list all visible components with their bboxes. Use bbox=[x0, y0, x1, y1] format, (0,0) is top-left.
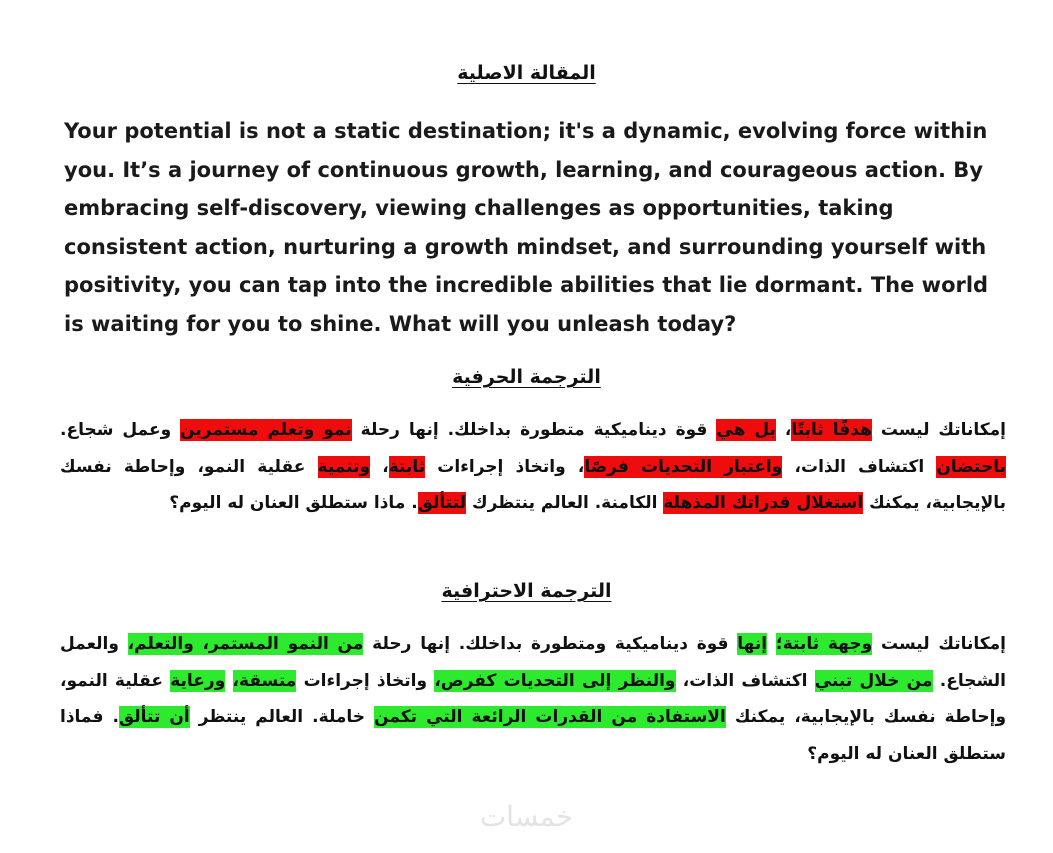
professional-translation-heading bbox=[0, 578, 1053, 604]
professional-translation-text bbox=[60, 626, 1006, 772]
plain-phrase: اكتشاف الذات، bbox=[675, 670, 815, 691]
highlighted-phrase: لتتألق bbox=[417, 493, 467, 513]
plain-phrase bbox=[225, 671, 232, 691]
highlighted-phrase: ثابتة bbox=[388, 456, 426, 477]
plain-phrase: والعمل الشجاع. bbox=[60, 634, 1006, 691]
plain-phrase: واتخاذ إجراءات bbox=[296, 670, 435, 691]
plain-phrase: قوة ديناميكية ومتطورة بداخلك. إنها رحلة bbox=[363, 634, 738, 654]
highlighted-phrase: الاستفادة من القدرات الرائعة التي تكمن bbox=[374, 707, 726, 727]
plain-phrase bbox=[767, 634, 776, 654]
original-article-heading-text: المقالة الاصلية bbox=[457, 62, 596, 84]
highlighted-phrase: أن تتألق bbox=[118, 707, 190, 727]
highlighted-phrase: نمو وتعلم مستمرين bbox=[180, 420, 352, 440]
plain-phrase: قوة ديناميكية متطورة بداخلك. إنها رحلة bbox=[351, 420, 717, 440]
highlighted-phrase: وتنمية bbox=[317, 456, 371, 477]
plain-phrase: ، bbox=[370, 456, 389, 477]
original-article-text: Your potential is not a static destination; it's a dynamic, evolving force within you. It’s a journey of continuous growth, learning, and courageous action. By embracing self-discovery, viewing challenges as opportunities, taking consistent action, nurturing a growth mindset, and surrounding yourself with positivity, you can tap into the incredible abilities that lie dormant. The world is waiting for you to shine. What will you unleash today? bbox=[64, 119, 989, 336]
original-article-heading bbox=[0, 60, 1053, 86]
plain-phrase: اكتشاف الذات، bbox=[782, 456, 937, 477]
literal-translation-heading-text: الترجمة الحرفية bbox=[452, 366, 601, 388]
highlighted-phrase: وجهة ثابتة؛ bbox=[775, 634, 873, 654]
plain-phrase: . ماذا ستطلق العنان له اليوم؟ bbox=[169, 493, 418, 513]
plain-phrase: خاملة. العالم ينتظر bbox=[189, 707, 375, 727]
plain-phrase: عقلية النمو، وإحاطة نفسك بالإيجابية، يمكنك bbox=[60, 456, 1006, 513]
highlighted-phrase: من النمو المستمر، والتعلم، bbox=[127, 634, 364, 654]
khamsat-watermark-logo: خمسات bbox=[479, 800, 574, 833]
highlighted-phrase: بل هي bbox=[716, 420, 776, 440]
plain-phrase: إمكاناتك ليست bbox=[871, 420, 1007, 440]
highlighted-phrase: واعتبار التحديات فرصًا bbox=[584, 456, 783, 477]
plain-phrase: إمكاناتك ليست bbox=[872, 634, 1006, 654]
plain-phrase: الكامنة. العالم ينتظرك bbox=[466, 493, 664, 513]
highlighted-phrase: باحتضان bbox=[936, 456, 1006, 477]
highlighted-phrase: استغلال قدراتك المذهلة bbox=[663, 493, 864, 513]
plain-phrase: عقلية النمو، وإحاطة نفسك بالإيجابية، يمكنك bbox=[60, 670, 1007, 727]
highlighted-phrase: من خلال تبني bbox=[814, 670, 933, 691]
literal-translation-heading bbox=[0, 364, 1053, 390]
highlighted-phrase: هدفًا ثابتًا bbox=[791, 420, 872, 440]
literal-translation-text bbox=[60, 412, 1006, 522]
plain-phrase: وعمل شجاع. bbox=[60, 420, 181, 440]
professional-translation-heading-text: الترجمة الاحترافية bbox=[441, 580, 612, 602]
highlighted-phrase: ورعاية bbox=[170, 670, 226, 691]
plain-phrase: ، واتخاذ إجراءات bbox=[425, 456, 585, 477]
highlighted-phrase: إنها bbox=[737, 634, 768, 654]
highlighted-phrase: والنظر إلى التحديات كفرص، bbox=[434, 670, 676, 691]
plain-phrase: . فماذا ستطلق العنان له اليوم؟ bbox=[60, 707, 1006, 764]
plain-phrase: ، bbox=[775, 420, 792, 440]
highlighted-phrase: متسقة، bbox=[232, 670, 297, 691]
